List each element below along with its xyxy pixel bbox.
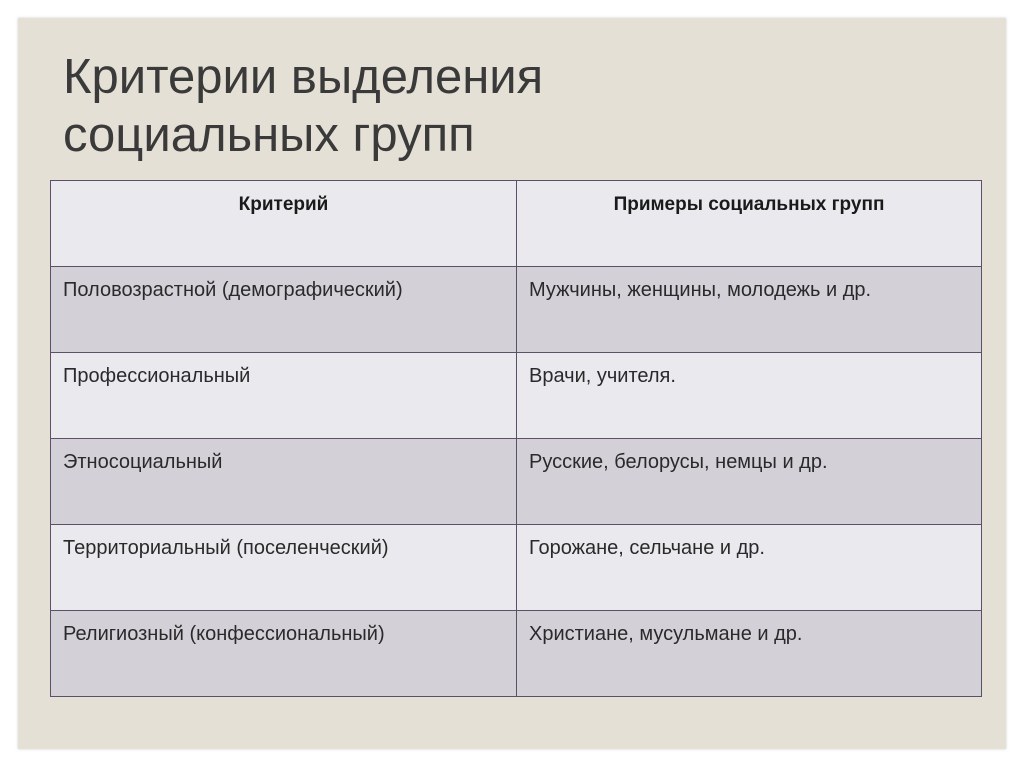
header-examples [517,181,982,267]
table-row [51,267,982,353]
examples-text: Врачи, учителя. [529,365,676,387]
table-header-row [51,181,982,267]
header-criterion-label: Критерий [238,194,329,215]
table-row [51,525,982,611]
examples-cell [517,439,982,525]
criteria-table [50,180,982,697]
examples-cell [517,611,982,697]
table-row [51,353,982,439]
criterion-text: Профессиональный [63,365,251,387]
examples-text: Мужчины, женщины, молодежь и др. [529,279,872,301]
examples-text: Горожане, сельчане и др. [529,537,765,559]
criterion-text: Этносоциальный [63,451,223,473]
criterion-cell [51,353,517,439]
criterion-cell [51,267,517,353]
table-row [51,611,982,697]
examples-text: Христиане, мусульмане и др. [529,623,803,645]
criterion-text: Территориальный (поселенческий) [63,537,389,559]
header-examples-label: Примеры социальных групп [613,194,885,215]
criterion-text: Половозрастной (демографический) [63,279,403,301]
slide-title: Критерии выделения социальных групп [63,50,544,162]
header-criterion [51,181,517,267]
criterion-cell [51,525,517,611]
table-row [51,439,982,525]
slide [18,18,1006,749]
criterion-cell [51,611,517,697]
criterion-text: Религиозный (конфессиональный) [63,623,385,645]
criterion-cell [51,439,517,525]
examples-cell [517,353,982,439]
examples-text: Русские, белорусы, немцы и др. [529,451,828,473]
examples-cell [517,267,982,353]
examples-cell [517,525,982,611]
